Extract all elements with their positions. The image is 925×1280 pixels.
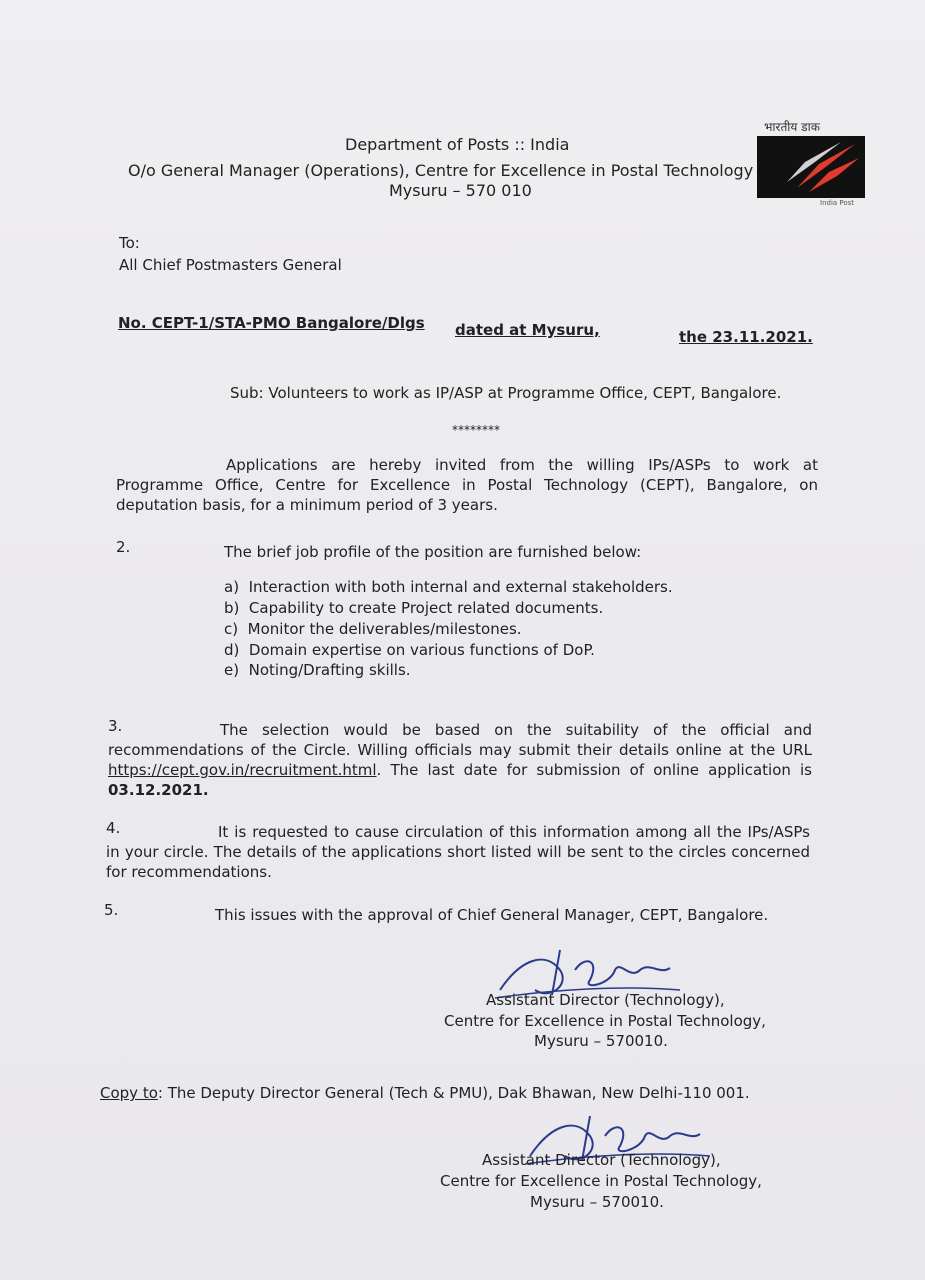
copy-to-text: : The Deputy Director General (Tech & PMU), Dak Bhawan, New Delhi-110 001. xyxy=(157,1084,750,1102)
signature-2-office: Centre for Excellence in Postal Technology, xyxy=(440,1172,762,1190)
job-item-text: Capability to create Project related documents. xyxy=(248,599,604,617)
job-item-text: Domain expertise on various functions of DoP. xyxy=(248,641,595,659)
job-item-b xyxy=(224,599,603,618)
signature-2-designation: Assistant Director (Technology), xyxy=(482,1151,721,1169)
reference-number: No. CEPT-1/STA-PMO Bangalore/Dlgs xyxy=(118,314,425,332)
to-recipient: All Chief Postmasters General xyxy=(119,256,342,274)
para2-text: The brief job profile of the position are furnished below: xyxy=(224,543,642,561)
job-item-e xyxy=(224,661,411,680)
header-office: O/o General Manager (Operations), Centre for Excellence in Postal Technology xyxy=(128,161,754,180)
job-item-a xyxy=(224,578,673,597)
last-date: 03.12.2021. xyxy=(108,781,209,799)
paragraph-4 xyxy=(106,822,810,882)
signature-1-city: Mysuru – 570010. xyxy=(534,1032,668,1050)
paragraph-1 xyxy=(116,455,818,515)
reference-dated-at: dated at Mysuru, xyxy=(455,321,600,339)
separator-stars: ******** xyxy=(452,423,500,437)
paragraph-4-text: It is requested to cause circulation of this information among all the IPs/ASPs in your circle. The details of the applications short listed will be sent to the circles concerned for recommendations. xyxy=(106,823,810,881)
reference-date: the 23.11.2021. xyxy=(679,328,813,346)
header-city: Mysuru – 570 010 xyxy=(389,181,532,200)
job-item-text: Monitor the deliverables/milestones. xyxy=(247,620,522,638)
signature-2-city: Mysuru – 570010. xyxy=(530,1193,664,1211)
para4-number: 4. xyxy=(106,819,121,837)
recruitment-url-link[interactable]: https://cept.gov.in/recruitment.html xyxy=(108,761,377,779)
signature-1-designation: Assistant Director (Technology), xyxy=(486,991,725,1009)
signature-1-office: Centre for Excellence in Postal Technology, xyxy=(444,1012,766,1030)
job-item-label: e) xyxy=(224,661,240,679)
subject-line: Sub: Volunteers to work as IP/ASP at Programme Office, CEPT, Bangalore. xyxy=(230,384,782,402)
job-item-label: c) xyxy=(224,620,239,638)
para2-number: 2. xyxy=(116,538,131,556)
para3-text-after: . The last date for submission of online application is xyxy=(376,761,812,779)
india-post-logo-icon xyxy=(757,136,865,198)
to-label: To: xyxy=(119,234,140,252)
para5-number: 5. xyxy=(104,901,119,919)
paragraph-5: This issues with the approval of Chief General Manager, CEPT, Bangalore. xyxy=(215,906,769,924)
logo-hindi-text: भारतीय डाक xyxy=(764,120,820,134)
copy-to-line xyxy=(100,1083,750,1103)
paragraph-1-text: Applications are hereby invited from the willing IPs/ASPs to work at Programme Office, Centre for Excellence in Postal Technology (CEPT), Bangalore, on deputation basis, for a minimum period of 3 years. xyxy=(116,456,818,514)
header-department: Department of Posts :: India xyxy=(345,135,570,154)
job-item-label: a) xyxy=(224,578,240,596)
para3-number: 3. xyxy=(108,717,123,735)
job-item-label: d) xyxy=(224,641,240,659)
copy-to-label: Copy to xyxy=(100,1084,158,1102)
job-item-d xyxy=(224,641,595,660)
job-item-text: Noting/Drafting skills. xyxy=(248,661,411,679)
job-item-text: Interaction with both internal and external stakeholders. xyxy=(248,578,673,596)
job-item-c xyxy=(224,620,522,639)
job-item-label: b) xyxy=(224,599,240,617)
paragraph-3 xyxy=(108,720,812,800)
logo-english-text: India Post xyxy=(820,199,855,207)
para3-text-before: The selection would be based on the suitability of the official and recommendations of the Circle. Willing officials may submit their details online at the URL xyxy=(108,721,812,759)
